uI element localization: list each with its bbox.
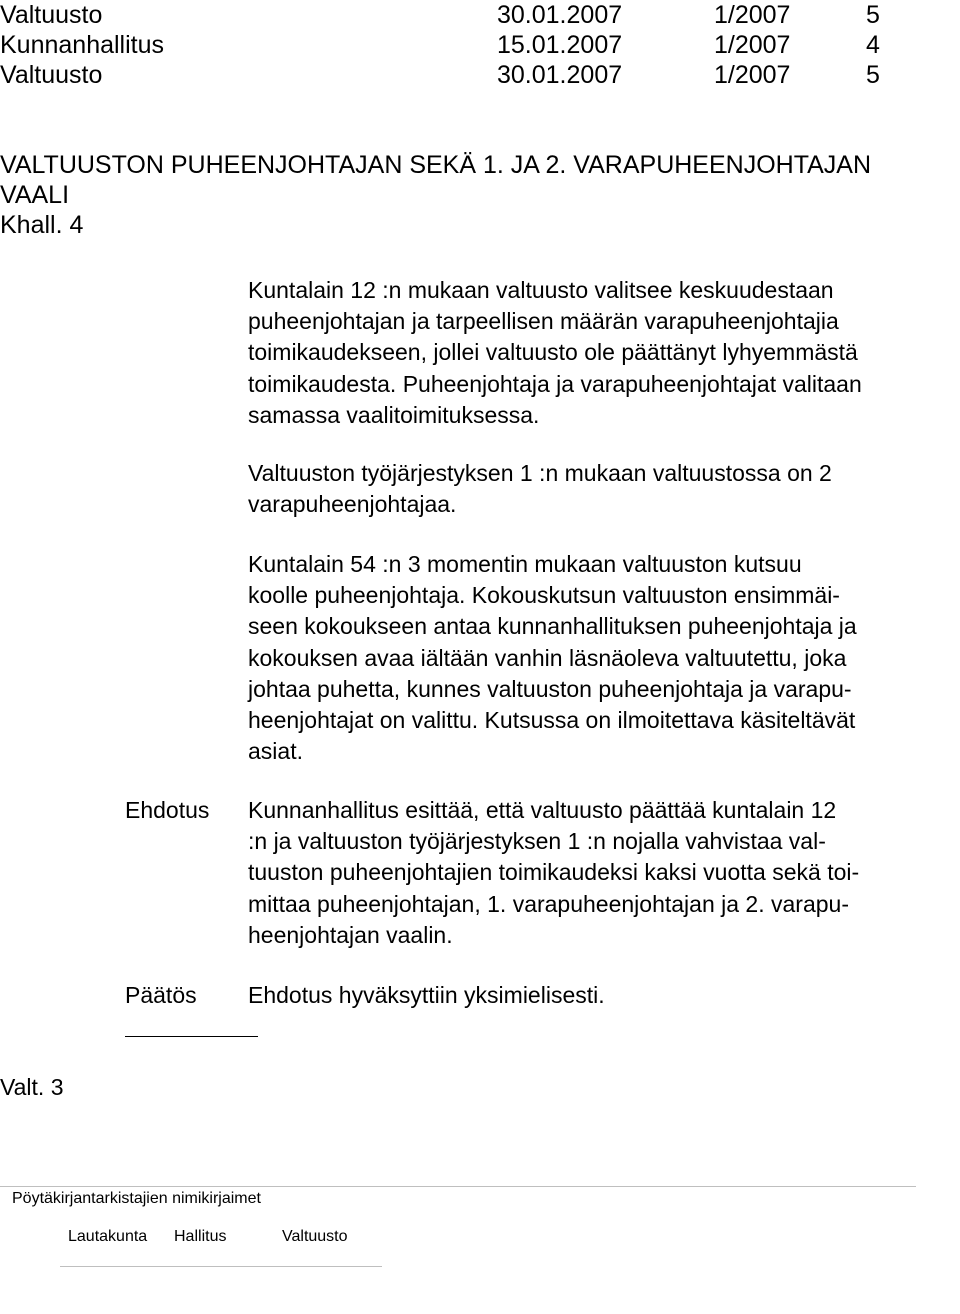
- text-line: tuuston puheenjohtajien toimikaudeksi kaksi vuotta sekä toi-: [248, 859, 860, 886]
- text-line: Valtuuston työjärjestyksen 1 :n mukaan valtuustossa on 2: [248, 460, 832, 486]
- paragraph: [248, 275, 960, 431]
- text-line: puheenjohtajan ja tarpeellisen määrän varapuheenjohtajia: [248, 308, 839, 335]
- header-number: 1/2007: [714, 31, 791, 59]
- header-page: 5: [866, 61, 880, 89]
- text-line: koolle puheenjohtaja. Kokouskutsun valtuuston ensimmäi-: [248, 582, 840, 609]
- text-line: heenjohtajan vaalin.: [248, 921, 453, 948]
- text-line: Kuntalain 54 :n 3 momentin mukaan valtuuston kutsuu: [248, 551, 802, 577]
- valt-reference: Valt. 3: [0, 1074, 64, 1100]
- text-line: :n ja valtuuston työjärjestyksen 1 :n nojalla vahvistaa val-: [248, 828, 826, 855]
- header-date: 30.01.2007: [497, 1, 623, 29]
- section-title-line: VALTUUSTON PUHEENJOHTAJAN SEKÄ 1. JA 2. VARAPUHEENJOHTAJAN: [0, 151, 872, 179]
- decision-text: [248, 980, 960, 1011]
- text-line: mittaa puheenjohtajan, 1. varapuheenjohtajan ja 2. varapu-: [248, 890, 849, 917]
- khall-reference: Khall. 4: [0, 211, 84, 239]
- text-line: toimikaudekseen, jollei valtuusto ole päättänyt lyhyemmästä: [248, 339, 858, 366]
- header-date: 30.01.2007: [497, 61, 623, 89]
- header-date: 15.01.2007: [497, 31, 623, 59]
- footer-column-lautakunta: Lautakunta: [68, 1228, 148, 1245]
- text-line: Kuntalain 12 :n mukaan valtuusto valitsee keskuudestaan: [248, 277, 834, 303]
- footer-heading: Pöytäkirjantarkistajien nimikirjaimet: [12, 1190, 261, 1207]
- decision-label: Päätös: [125, 982, 197, 1008]
- decision-underline: [125, 1036, 258, 1037]
- text-line: johtaa puhetta, kunnes valtuuston puheenjohtaja ja varapu-: [248, 675, 852, 702]
- text-line: Ehdotus hyväksyttiin yksimielisesti.: [248, 982, 605, 1008]
- text-line: Kunnanhallitus esittää, että valtuusto päättää kuntalain 12: [248, 797, 837, 823]
- signature-line: [60, 1266, 382, 1267]
- text-line: samassa vaalitoimituksessa.: [248, 401, 540, 428]
- header-number: 1/2007: [714, 1, 791, 29]
- header-page: 4: [866, 31, 880, 59]
- text-line: seen kokoukseen antaa kunnanhallituksen puheenjohtaja ja: [248, 613, 857, 640]
- text-line: toimikaudesta. Puheenjohtaja ja varapuheenjohtajat valitaan: [248, 370, 862, 397]
- proposal-label: Ehdotus: [125, 797, 210, 823]
- text-line: varapuheenjohtajaa.: [248, 491, 457, 518]
- section-title-line: VAALI: [0, 181, 70, 209]
- text-line: asiat.: [248, 738, 303, 765]
- header-body: Valtuusto: [0, 61, 103, 89]
- header-body: Kunnanhallitus: [0, 31, 165, 59]
- footer-column-hallitus: Hallitus: [174, 1228, 227, 1245]
- text-line: kokouksen avaa iältään vanhin läsnäoleva valtuutettu, joka: [248, 644, 847, 671]
- text-line: heenjohtajat on valittu. Kutsussa on ilmoitettava käsiteltävät: [248, 707, 856, 734]
- footer-column-valtuusto: Valtuusto: [282, 1228, 348, 1245]
- footer-divider: [0, 1186, 916, 1187]
- header-page: 5: [866, 1, 880, 29]
- paragraph: [248, 549, 960, 767]
- paragraph: [248, 458, 960, 520]
- proposal-text: [248, 795, 960, 951]
- header-number: 1/2007: [714, 61, 791, 89]
- header-body: Valtuusto: [0, 1, 103, 29]
